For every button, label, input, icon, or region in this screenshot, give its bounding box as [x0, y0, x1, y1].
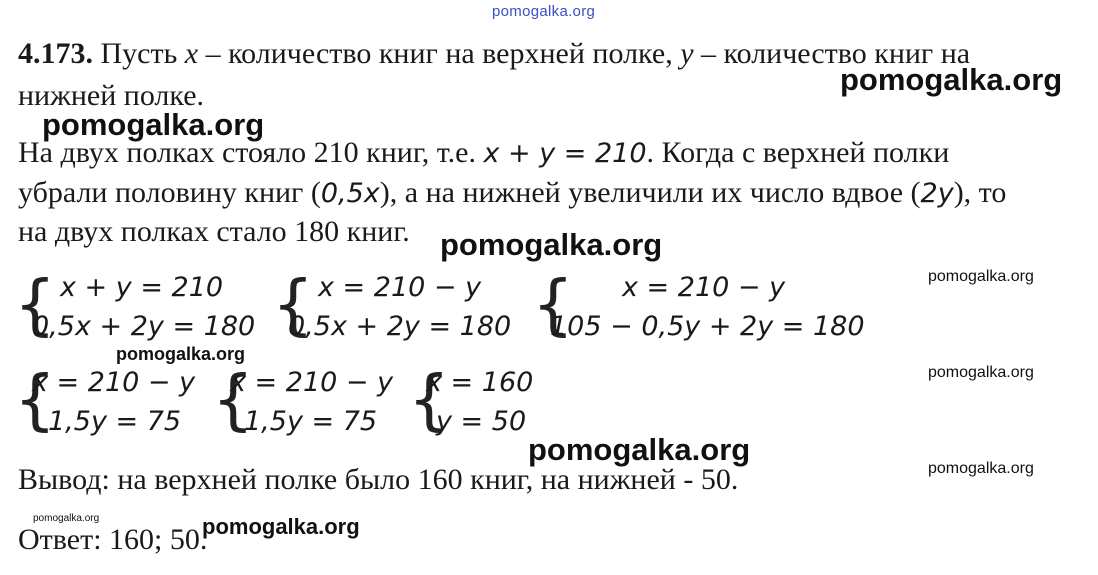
problem-line-2: нижней полке.: [18, 79, 205, 112]
line3-text-b: . Когда с верхней полки: [646, 136, 950, 169]
line4-text-a: убрали половину книг (: [18, 176, 321, 209]
watermark-medium-1: pomogalka.org: [116, 344, 246, 364]
system-3-bottom: 105 − 0,5y + 2y = 180: [550, 311, 865, 342]
line1-text-b: – количество книг на верхней полке,: [205, 37, 673, 70]
watermark-small-1: pomogalka.org: [928, 268, 1034, 285]
conclusion-line: Вывод: на верхней полке было 160 книг, на нижней - 50.: [18, 463, 739, 496]
brace-icon: {: [532, 266, 574, 343]
line4-text-b: ), а на нижней увеличили их число вдвое (: [379, 176, 921, 209]
watermark-medium-2: pomogalka.org: [202, 514, 360, 539]
system-6-bottom: y = 50: [436, 406, 527, 437]
line4-math-1: 0,5x: [320, 178, 380, 209]
problem-number: 4.173.: [18, 37, 93, 70]
line4-math-2: 2y: [920, 178, 954, 209]
watermark-big-3: pomogalka.org: [440, 227, 663, 262]
system-2-top: x = 210 − y: [318, 272, 482, 303]
line3-equation: x + y = 210: [483, 138, 647, 169]
brace-icon: {: [408, 361, 450, 438]
line4-text-c: ), то: [953, 176, 1007, 209]
system-5-top: x = 210 − y: [230, 367, 394, 398]
problem-line-4: [18, 175, 1006, 212]
watermark-small-2: pomogalka.org: [928, 364, 1034, 381]
line1-text-c: – количество книг на: [701, 37, 971, 70]
system-4-top: x = 210 − y: [32, 367, 196, 398]
brace-icon: {: [14, 361, 56, 438]
problem-line-3: [18, 135, 949, 172]
line3-text-a: На двух полках стояло 210 книг, т.е.: [18, 136, 476, 169]
var-x: x: [184, 37, 199, 70]
line1-text-a: Пусть: [100, 37, 178, 70]
system-2-bottom: 0,5x + 2y = 180: [288, 311, 512, 342]
watermark-tiny: pomogalka.org: [33, 513, 100, 524]
watermark-top: pomogalka.org: [492, 3, 596, 20]
system-5-bottom: 1,5y = 75: [244, 406, 378, 437]
var-y: y: [680, 37, 694, 70]
answer-line: Ответ: 160; 50.: [18, 523, 208, 556]
problem-line-1: [18, 36, 970, 72]
system-1-bottom: 0,5x + 2y = 180: [32, 311, 256, 342]
problem-line-5: на двух полках стало 180 книг.: [18, 215, 410, 248]
watermark-big-4: pomogalka.org: [528, 432, 751, 467]
brace-icon: {: [14, 266, 56, 343]
brace-icon: {: [212, 361, 254, 438]
system-1-top: x + y = 210: [60, 272, 224, 303]
watermark-big-1: pomogalka.org: [840, 62, 1063, 97]
watermark-big-2: pomogalka.org: [42, 107, 265, 142]
system-3-top: x = 210 − y: [622, 272, 786, 303]
system-6-top: x = 160: [426, 367, 534, 398]
watermark-small-3: pomogalka.org: [928, 460, 1034, 477]
brace-icon: {: [272, 266, 314, 343]
system-4-bottom: 1,5y = 75: [48, 406, 182, 437]
